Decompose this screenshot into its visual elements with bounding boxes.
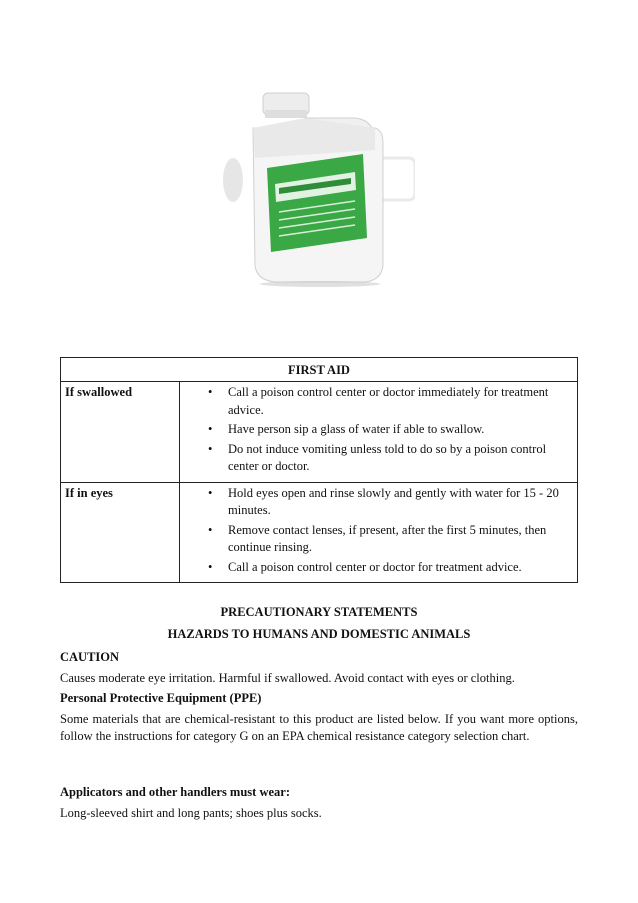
- hazard-label-swallowed: If swallowed: [61, 382, 180, 483]
- list-item: • Do not induce vomiting unless told to do so by a poison control center or doctor.: [208, 441, 547, 473]
- hazards-subtitle: HAZARDS TO HUMANS AND DOMESTIC ANIMALS: [167, 627, 471, 641]
- first-aid-table: [60, 357, 578, 583]
- table-row: [61, 382, 578, 483]
- product-bottle-image: [205, 88, 415, 288]
- precautionary-title: PRECAUTIONARY STATEMENTS: [220, 605, 418, 619]
- list-item: • Call a poison control center or doctor for treatment advice.: [208, 559, 522, 574]
- list-item: • Have person sip a glass of water if able to swallow.: [208, 422, 485, 436]
- step-text: Have person sip a glass of water if able to swallow.: [228, 422, 485, 436]
- ppe-heading: Personal Protective Equipment (PPE): [60, 691, 262, 705]
- step-text: Call a poison control center or doctor immediately for treatment advice.: [228, 385, 549, 417]
- list-item: • Remove contact lenses, if present, after the first 5 minutes, then continue rinsing.: [208, 522, 547, 554]
- applicators-heading: Applicators and other handlers must wear:: [60, 785, 290, 799]
- list-item: • Hold eyes open and rinse slowly and gently with water for 15 - 20 minutes.: [208, 485, 559, 517]
- step-text: Call a poison control center or doctor for treatment advice.: [228, 559, 522, 574]
- caution-heading: CAUTION: [60, 650, 120, 664]
- list-item: • Call a poison control center or doctor immediately for treatment advice.: [208, 385, 549, 417]
- caution-text: Causes moderate eye irritation. Harmful if swallowed. Avoid contact with eyes or clothing.: [60, 671, 515, 685]
- step-text: Remove contact lenses, if present, after the first 5 minutes, then continue rinsing.: [228, 522, 547, 554]
- first-aid-steps-swallowed: [180, 382, 578, 483]
- first-aid-steps-eyes: [180, 482, 578, 583]
- step-text: Hold eyes open and rinse slowly and gently with water for 15 - 20 minutes.: [228, 485, 559, 517]
- ppe-text: Some materials that are chemical-resistant to this product are listed below. If you want more options, follow the instructions for category G on an EPA chemical resistance category selection chart.: [60, 712, 578, 743]
- hazard-label-eyes: If in eyes: [61, 482, 180, 583]
- step-text: Do not induce vomiting unless told to do so by a poison control center or doctor.: [228, 441, 547, 473]
- applicators-text: Long-sleeved shirt and long pants; shoes plus socks.: [60, 806, 322, 820]
- table-row: [61, 482, 578, 583]
- first-aid-title: FIRST AID: [61, 358, 578, 382]
